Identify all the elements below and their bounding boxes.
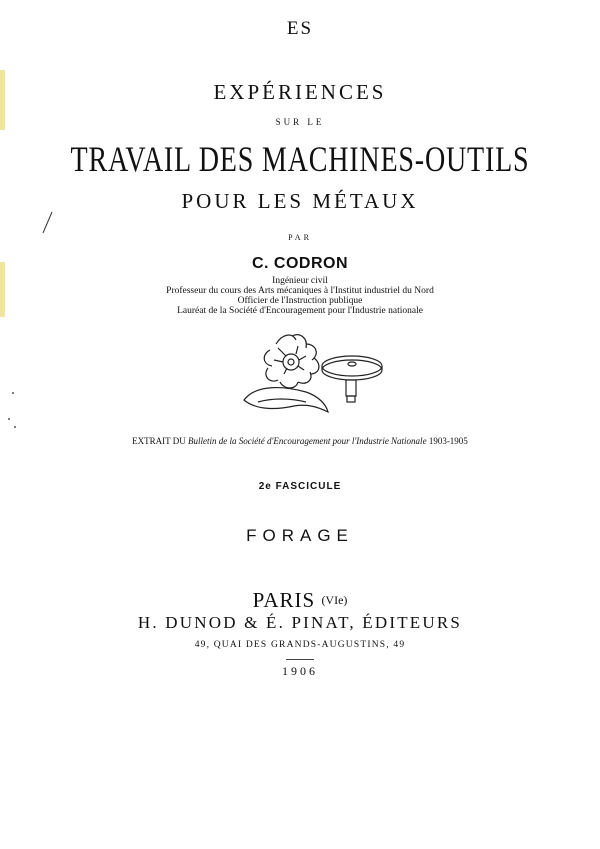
fascicule-label: 2e FASCICULE: [258, 481, 342, 492]
publication-year: 1906: [282, 664, 318, 678]
extract-publication: Bulletin de la Société d'Encouragement pour l'Industrie Nationale: [188, 436, 427, 446]
title-line-2: SUR LE: [275, 117, 325, 127]
imprint-city: [0, 588, 600, 613]
author-credential: Lauréat de la Société d'Encouragement pour l'Industrie nationale: [177, 306, 423, 316]
author-name: C. CODRON: [251, 255, 349, 272]
author-credential: Officier de l'Instruction publique: [237, 296, 363, 306]
scan-speck: [8, 418, 10, 420]
scan-speck: [14, 426, 16, 428]
author-credential: Ingénieur civil: [272, 276, 328, 286]
author-credential: Professeur du cours des Arts mécaniques à l'Institut industriel du Nord: [166, 286, 434, 296]
header-mark: ES: [286, 18, 314, 39]
city-arrondissement: (VIe): [321, 593, 348, 607]
par-label: PAR: [288, 233, 312, 242]
section-title: FORAGE: [246, 526, 354, 545]
drilling-tools-engraving-icon: [236, 326, 396, 422]
city-name: PARIS: [252, 588, 316, 612]
title-line-1: EXPÉRIENCES: [213, 80, 387, 104]
divider-rule: [286, 659, 314, 660]
extract-note: [0, 436, 600, 446]
title-line-3: TRAVAIL DES MACHINES-OUTILS: [70, 139, 530, 179]
publisher-name: H. DUNOD & É. PINAT, ÉDITEURS: [137, 613, 463, 632]
title-line-4: POUR LES MÉTAUX: [181, 189, 419, 213]
publisher-address: 49, QUAI DES GRANDS-AUGUSTINS, 49: [194, 640, 406, 650]
extract-years: 1903-1905: [428, 436, 468, 446]
extract-prefix: EXTRAIT DU: [132, 436, 186, 446]
scan-speck: [12, 392, 14, 394]
